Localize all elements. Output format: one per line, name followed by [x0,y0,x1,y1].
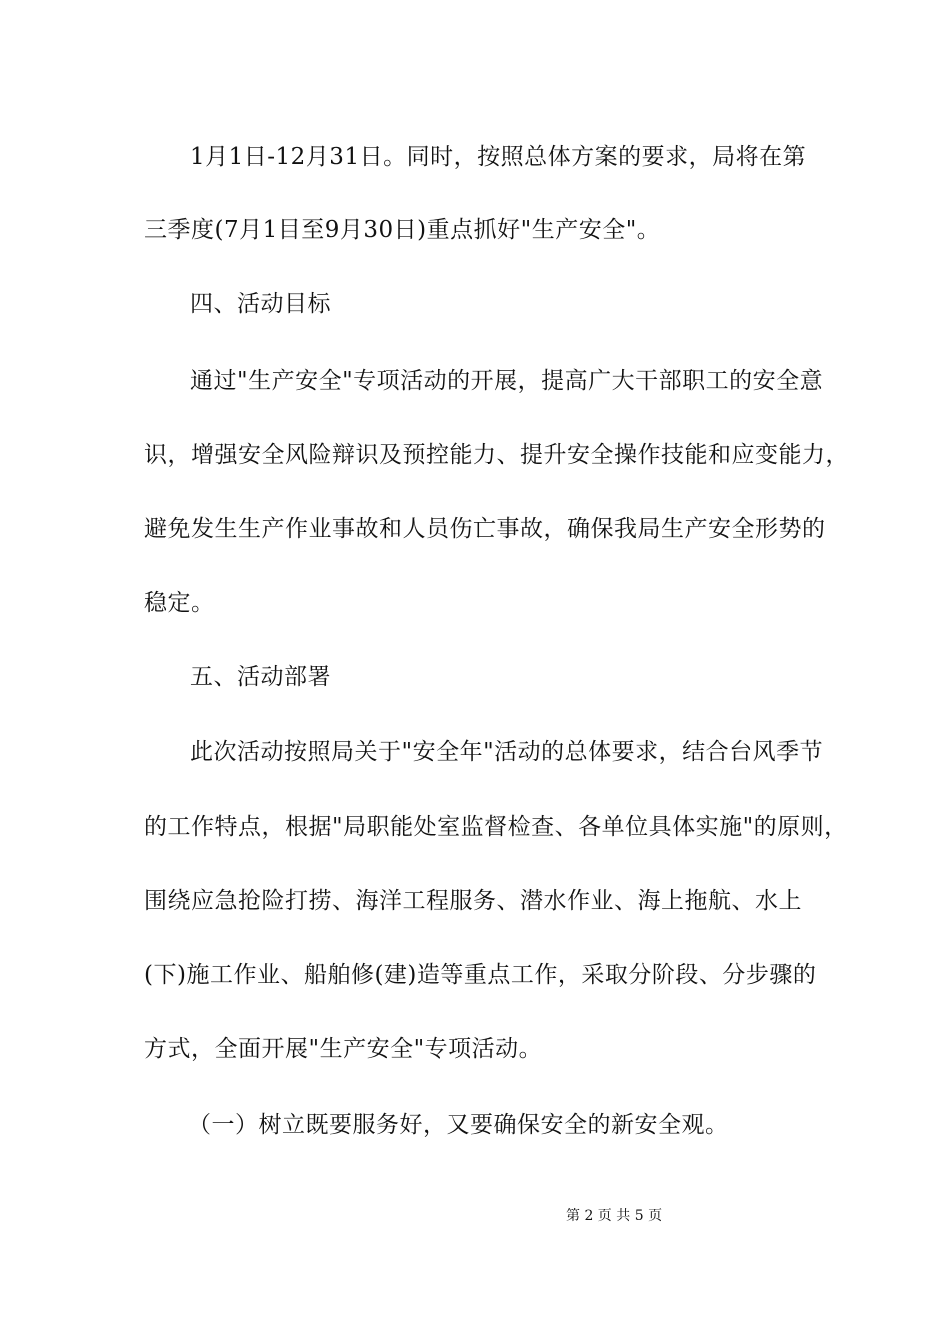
body-line: 三季度(7月1目至9月30日)重点抓好"生产安全"。 [144,217,661,243]
section-heading: 四、活动目标 [190,291,331,317]
body-line: 方式，全面开展"生产安全"专项活动。 [144,1036,543,1062]
body-line: 避免发生生产作业事故和人员伤亡事故，确保我局生产安全形势的 [144,516,826,542]
body-line: 的工作特点，根据"局职能处室监督检查、各单位具体实施"的原则， [144,814,848,840]
section-heading: 五、活动部署 [190,664,331,690]
body-line: 此次活动按照局关于"安全年"活动的总体要求，结合台风季节 [190,739,824,765]
body-line: 围绕应急抢险打捞、海洋工程服务、潜水作业、海上拖航、水上 [144,888,802,914]
subsection-heading: （一）树立既要服务好，又要确保安全的新安全观。 [188,1112,729,1138]
body-line: (下)施工作业、船舶修(建)造等重点工作，采取分阶段、分步骤的 [144,962,817,988]
body-line: 稳定。 [144,590,215,616]
body-line: 识，增强安全风险辩识及预控能力、提升安全操作技能和应变能力， [144,442,849,468]
body-line: 通过"生产安全"专项活动的开展，提高广大干部职工的安全意 [190,368,824,394]
page-number: 第 2 页 共 5 页 [566,1208,663,1224]
body-line: 1月1日-12月31日。同时，按照总体方案的要求，局将在第 [190,144,807,170]
